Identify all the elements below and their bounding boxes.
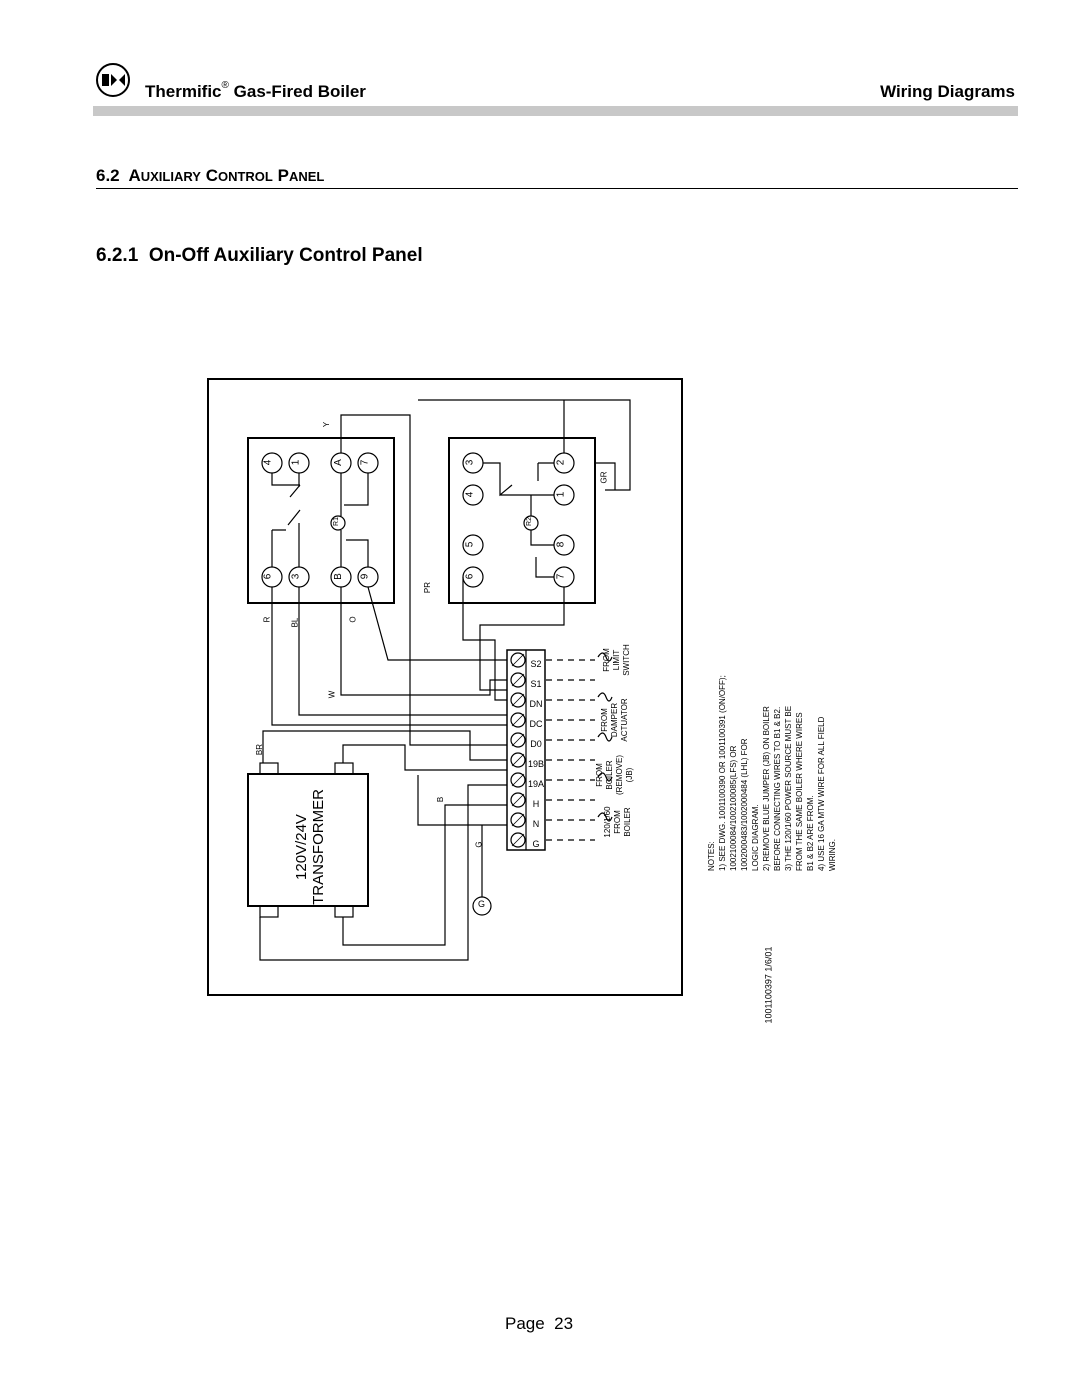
terminal-s2: S2 — [530, 659, 542, 669]
wire-label-br: BR — [255, 743, 265, 756]
terminal-labels — [527, 654, 545, 854]
r1-bot-2: 3 — [290, 573, 302, 580]
r1-top-2: 1 — [290, 459, 302, 466]
transformer-name: TRANSFORMER — [310, 789, 327, 905]
source-limit: FROM LIMIT SWITCH — [602, 644, 631, 676]
wire-label-pr: PR — [423, 581, 433, 594]
r1-top-3: A — [332, 459, 344, 466]
relay-2-label: R2 — [525, 517, 533, 526]
terminal-s1: S1 — [530, 679, 542, 689]
wire-label-g: G — [474, 841, 484, 848]
r1-bot-4: 9 — [359, 573, 371, 580]
terminal-n: N — [532, 819, 540, 829]
ground-label: G — [478, 899, 486, 909]
subsection-heading: 6.2.1 On-Off Auxiliary Control Panel — [96, 245, 423, 266]
terminal-19a: 19A — [527, 779, 544, 789]
page-number: Page 23 — [505, 1314, 574, 1333]
terminal-dc: DC — [529, 719, 543, 729]
notes-block: NOTES: 1) SEE DWG. 1001100390 OR 1001100391 (ON/OFF); 1002100084/1002100085(LFS) OR 1002000483/1002000484 (LHL) FOR LOGIC DIAGRAM. 2) REMOVE BLUE JUMPER (JB) ON BOILER BEFORE CONNECTING WIRES TO B1 & B2. 3) THE 120/1/60 POWER SOURCE MUST BE FROM THE SAME BOILER WHERE WIRES B1 & B2 ARE FROM. 4) USE 16 GA MTW WIRE FOR ALL FIELD WIRING. — [706, 311, 838, 871]
wire-label-bl: BL — [290, 617, 300, 628]
registered-mark: ® — [221, 80, 229, 91]
terminal-g: G — [532, 839, 540, 849]
wire-label-w: W — [327, 690, 337, 699]
r2-left-1: 3 — [464, 459, 476, 466]
r1-bot-3: B — [332, 573, 344, 580]
r2-left-4: 6 — [464, 573, 476, 580]
wire-label-r: R — [262, 616, 272, 623]
source-power: 120/1/60 FROM BOILER — [603, 806, 632, 838]
r2-left-2: 4 — [464, 491, 476, 498]
header-section-name: Wiring Diagrams — [880, 82, 1015, 101]
transformer-rating: 120V/24V — [293, 814, 310, 880]
wire-label-o: O — [348, 616, 358, 623]
section-rule — [96, 188, 1018, 189]
r1-top-4: 7 — [359, 459, 371, 466]
header-bar — [93, 106, 1018, 116]
relay-1-label: R1 — [332, 517, 340, 526]
wire-label-y: Y — [322, 421, 332, 428]
notes-heading: NOTES: — [707, 841, 716, 871]
wire-label-gr: GR — [599, 471, 609, 484]
note-1: 1) SEE DWG. 1001100390 OR 1001100391 (ON/OFF); — [718, 675, 727, 871]
note-2: 2) REMOVE BLUE JUMPER (JB) ON BOILER — [762, 706, 771, 871]
transformer-label — [293, 777, 327, 917]
drawing-number: 1001100397 1/6/01 — [763, 946, 774, 1024]
wire-label-b: B — [436, 796, 446, 803]
source-damper: FROM DAMPER ACTUATOR — [600, 698, 629, 742]
r1-top-1: 4 — [262, 459, 274, 466]
r2-left-3: 5 — [464, 541, 476, 548]
terminal-19b: 19B — [527, 759, 544, 769]
r1-bot-1: 6 — [262, 573, 274, 580]
r2-right-4: 7 — [555, 573, 567, 580]
diagram-text — [200, 285, 840, 1065]
section-heading: 6.2 AUXILIARY CONTROL PANEL — [96, 166, 325, 185]
note-3: 3) THE 120/1/60 POWER SOURCE MUST BE — [784, 705, 793, 871]
header-product: Thermific® Gas-Fired Boiler — [145, 80, 366, 101]
terminal-d0: D0 — [530, 739, 542, 749]
r2-right-1: 2 — [555, 459, 567, 466]
company-logo — [95, 62, 131, 98]
r2-right-2: 1 — [555, 491, 567, 498]
terminal-dn: DN — [529, 699, 543, 709]
terminal-h: H — [532, 799, 540, 809]
source-boiler-jb: FROM BOILER (REMOVE) (JB) — [595, 755, 634, 795]
note-4: 4) USE 16 GA MTW WIRE FOR ALL FIELD — [817, 716, 826, 871]
r2-right-3: 8 — [555, 541, 567, 548]
